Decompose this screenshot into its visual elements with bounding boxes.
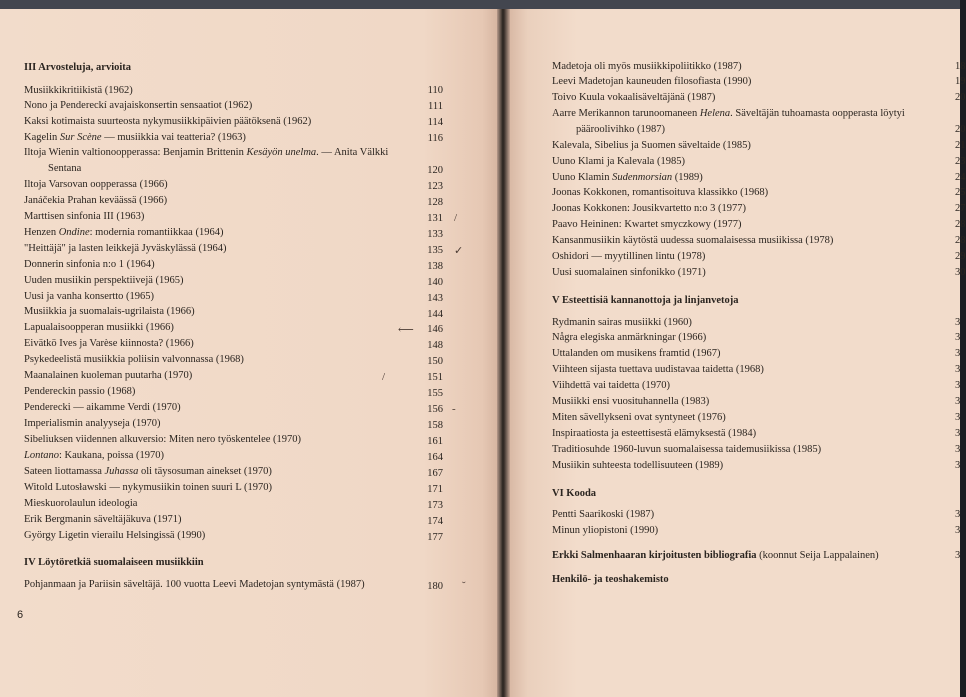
toc-page-number: 146 [427,324,443,335]
toc-page-number: 150 [427,356,443,367]
toc-page-number: 3 [955,332,961,343]
toc-page-number: 3 [955,428,961,439]
left-page [0,9,497,697]
toc-entry-title: Kagelin Sur Scène — musiikkia vai teatteria? (1963) [24,132,246,143]
pencil-mark: ⟵ [398,324,414,336]
toc-entry-title: Minun yliopistoni (1990) [552,525,659,536]
toc-page-number: 167 [427,468,443,479]
toc-page-number: 3 [955,317,961,328]
toc-page-number: 180 [427,581,443,592]
toc-entry-title: "Heittäjä" ja lasten leikkejä Jyväskylässä (1964) [24,243,227,254]
section-heading: V Esteettisiä kannanottoja ja linjanvetoja [552,295,739,306]
toc-entry-title: Nono ja Pendereckí avajaiskonsertin sensaatiot (1962) [24,100,253,111]
toc-page-number: 144 [427,309,443,320]
toc-entry-title: Joonas Kokkonen: Jousikvartetto n:o 3 (1977) [552,203,746,214]
toc-entry-title: Miten sävellykseni ovat syntyneet (1976) [552,412,726,423]
toc-entry-title: Lontano: Kaukana, poissa (1970) [24,450,164,461]
toc-entry-title: Viihteen sijasta tuettava uudistavaa taidetta (1968) [552,364,764,375]
toc-page-number: 21 [955,140,966,151]
toc-page-number: 151 [427,372,443,383]
section-heading: IV Löytöretkiä suomalaiseen musiikkiin [24,557,204,568]
toc-page-number: 3 [955,348,961,359]
toc-page-number: 143 [427,293,443,304]
toc-entry-title: Kalevala, Sibelius ja Suomen säveltaide (1985) [552,140,751,151]
toc-page-number: 3 [955,364,961,375]
toc-page-number: 3 [955,396,961,407]
toc-entry-title: Aarre Merikannon tarunoomaneen Helena. Säveltäjän tuhoamasta oopperasta löytyi [552,108,905,119]
book-gutter [497,9,510,697]
toc-page-number: 158 [427,420,443,431]
toc-page-number: 30 [955,267,966,278]
toc-entry-title: Joonas Kokkonen, romantisoituva klassikko (1968) [552,187,769,198]
toc-page-number: 155 [427,388,443,399]
toc-page-number: 161 [427,436,443,447]
toc-entry-title: Uttalanden om musikens framtid (1967) [552,348,721,359]
toc-entry-title: Iltoja Wienin valtionoopperassa: Benjamin Brittenin Kesäyön unelma. — Anita Välkki [24,147,389,158]
toc-page-number: 3 [955,380,961,391]
toc-page-number: 25 [955,187,966,198]
right-page [510,9,966,697]
toc-entry-title: Psykedeelistä musiikkia poliisin valvonnassa (1968) [24,354,244,365]
toc-entry-title: Maanalainen kuoleman puutarha (1970) [24,370,193,381]
toc-entry-title: Marttisen sinfonia III (1963) [24,211,145,222]
toc-page-number: 156 [427,404,443,415]
toc-entry-title: Pentti Saarikoski (1987) [552,509,655,520]
toc-page-number: 123 [427,181,443,192]
toc-entry-title: Toivo Kuula vokaalisäveltäjänä (1987) [552,92,716,103]
toc-page-number: 18 [955,61,966,72]
pencil-mark: ˘ [462,580,466,592]
toc-page-number: 173 [427,500,443,511]
toc-page-number: 3 [955,412,961,423]
toc-entry-title: Witold Lutosławski — nykymusiikin toinen suuri L (1970) [24,482,272,493]
toc-page-number: 111 [428,101,443,112]
toc-entry-title: Janáčekia Prahan keväässä (1966) [24,195,168,206]
toc-entry-title: Musiikkia ja suomalais-ugrilaista (1966) [24,306,195,317]
section-heading: VI Kooda [552,488,597,499]
section-heading: III Arvosteluja, arvioita [24,62,132,73]
toc-entry-title: Sibeliuksen viidennen alkuversio: Miten nero työskentelee (1970) [24,434,302,445]
toc-page-number: 29 [955,251,966,262]
pencil-mark: - [452,403,456,415]
toc-entry-title: Lapualaisoopperan musiikki (1966) [24,322,174,333]
toc-entry-title: Kansanmusiikin käytöstä uudessa suomalaisessa musiikissa (1978) [552,235,834,246]
toc-entry-title: Paavo Heininen: Kwartet smyczkowy (1977) [552,219,742,230]
toc-page-number: 23 [955,156,966,167]
toc-entry-title: pääroolivihko (1987) [576,124,665,135]
toc-page-number: 110 [427,85,443,96]
toc-entry-title: Penderecki — aikamme Verdi (1970) [24,402,181,413]
toc-page-number: 27 [955,203,966,214]
toc-page-number: 20 [955,92,966,103]
toc-page-number: 3 [955,525,961,536]
toc-entry-title: Rydmanin sairas musiikki (1960) [552,317,692,328]
toc-entry-title: Uuden musiikin perspektiivejä (1965) [24,275,184,286]
toc-page-number: 128 [427,197,443,208]
toc-page-number: 114 [427,117,443,128]
toc-page-number: 3 [955,460,961,471]
bibliography-entry: Erkki Salmenhaaran kirjoitusten bibliografia (koonnut Seija Lappalainen) [552,550,879,561]
toc-entry-title: Musiikki ensi vuosituhannella (1983) [552,396,710,407]
toc-page-number: 3 [955,444,961,455]
toc-entry-title: Uuno Klamin Sudenmorsian (1989) [552,172,703,183]
pencil-mark: / [382,371,386,383]
toc-entry-title: Inspiraatiosta ja esteettisestä elämyksestä (1984) [552,428,757,439]
toc-page-number: 133 [427,229,443,240]
toc-page-number: 3 [955,509,961,520]
toc-entry-title: Leevi Madetojan kauneuden filosofiasta (1990) [552,76,752,87]
toc-entry-title: Mieskuorolaulun ideologia [24,498,138,509]
toc-page-number: 164 [427,452,443,463]
toc-entry-title: Pohjanmaan ja Pariisin säveltäjä. 100 vuotta Leevi Madetojan syntymästä (1987) [24,579,365,590]
toc-entry-title: Sateen liottamassa Juhassa oli täysosuman ainekset (1970) [24,466,272,477]
toc-page-number: 174 [427,516,443,527]
toc-page-number: 131 [427,213,443,224]
toc-entry-title: Henzen Ondine: modernia romantiikkaa (1964) [24,227,224,238]
toc-page-number: 24 [955,172,966,183]
toc-entry-title: Oshidori — myytillinen lintu (1978) [552,251,706,262]
toc-entry-title: Eivätkö Ives ja Varèse kiinnosta? (1966) [24,338,194,349]
toc-page-number: 20 [955,124,966,135]
toc-entry-title: Donnerin sinfonia n:o 1 (1964) [24,259,155,270]
toc-entry-title: Pendereckin passio (1968) [24,386,136,397]
toc-entry-title: Musiikin suhteesta todellisuuteen (1989) [552,460,724,471]
toc-page-number: 28 [955,219,966,230]
toc-entry-title: Iltoja Varsovan oopperassa (1966) [24,179,168,190]
toc-entry-title: Sentana [48,163,82,174]
toc-page-number: 171 [427,484,443,495]
toc-page-number: 116 [427,133,443,144]
toc-page-number: 177 [427,532,443,543]
toc-entry-title: Kaksi kotimaista suurteosta nykymusiikkipäivien päätöksenä (1962) [24,116,312,127]
toc-entry-title: György Ligetin vierailu Helsingissä (1990) [24,530,206,541]
toc-entry-title: Erik Bergmanin säveltäjäkuva (1971) [24,514,182,525]
toc-page-number: 138 [427,261,443,272]
toc-entry-title: Uuno Klami ja Kalevala (1985) [552,156,685,167]
toc-entry-title: Madetoja oli myös musiikkipoliitikko (1987) [552,61,742,72]
toc-page-number: 140 [427,277,443,288]
toc-page-number: 148 [427,340,443,351]
pencil-mark: ✓ [454,245,464,257]
toc-page-number: 120 [427,165,443,176]
toc-entry-title: Traditiosuhde 1960-luvun suomalaisessa taidemusiikissa (1985) [552,444,822,455]
toc-entry-title: Imperialismin analyyseja (1970) [24,418,161,429]
toc-entry-title: Uusi ja vanha konsertto (1965) [24,291,155,302]
toc-entry-title: Uusi suomalainen sinfonikko (1971) [552,267,706,278]
index-entry: Henkilö- ja teoshakemisto [552,574,669,585]
pencil-mark: / [454,212,458,224]
scanner-edge [0,0,960,9]
toc-page-number: 135 [427,245,443,256]
page-number: 6 [17,609,24,621]
toc-entry-title: Viihdettä vai taidetta (1970) [552,380,671,391]
toc-page-number: 19 [955,76,966,87]
toc-entry-title: Några elegiska anmärkningar (1966) [552,332,707,343]
toc-page-number: 28 [955,235,966,246]
toc-entry-title: Musiikkikritiikistä (1962) [24,85,133,96]
toc-page-number: 3 [955,550,961,561]
